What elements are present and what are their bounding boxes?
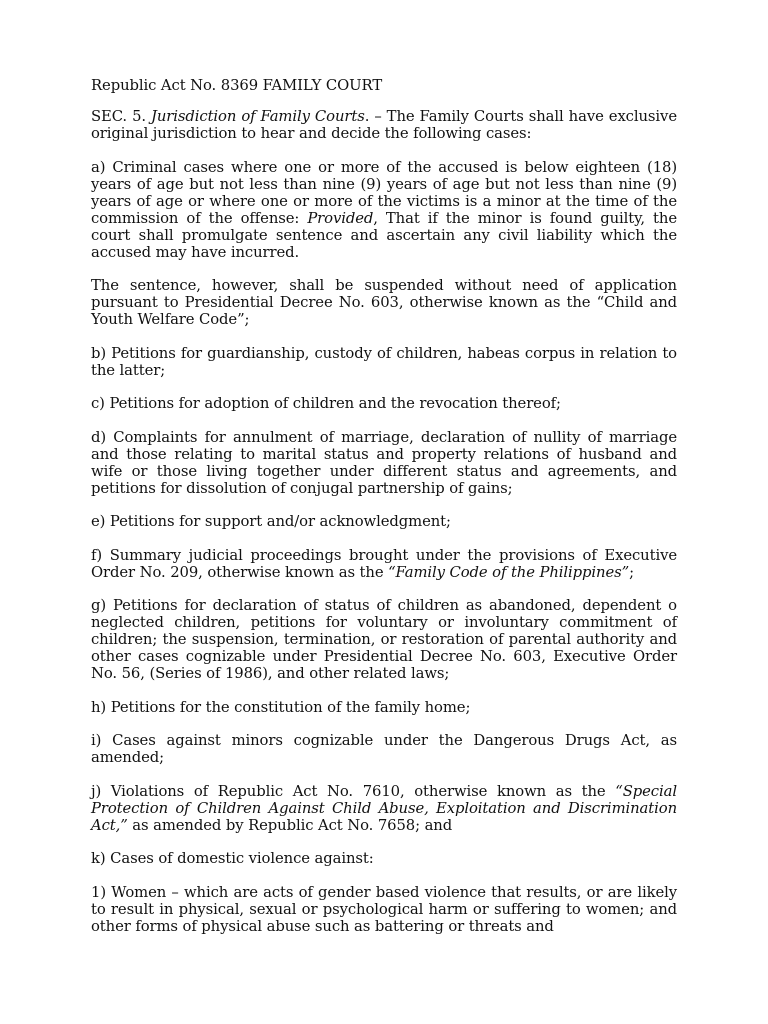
item-f-text-2: ; [629, 563, 634, 581]
item-f-text-1: f) Summary judicial proceedings brought under the provisions of Executive Order No. 209, otherwise known as the [91, 546, 677, 581]
item-j-text-2: as amended by Republic Act No. 7658; and [127, 816, 453, 834]
item-g-paragraph: g) Petitions for declaration of status of children as abandoned, dependent o neglected children, petitions for voluntary or involuntary commitment of children; the suspension, termination, or restoration of parental authority and other cases cognizable under Presidential Decree No. 603, Executive Order No. 56, (Series of 1986), and other related laws; [91, 597, 677, 682]
item-d-paragraph: d) Complaints for annulment of marriage, declaration of nullity of marriage and those relating to marital status and property relations of husband and wife or those living together under different status and agreements, and petitions for dissolution of conjugal partnership of gains; [91, 428, 677, 497]
item-a-text-1: a) Criminal cases where one or more of the accused is below eighteen (18) years of age but not less than nine (9) years of age but not less than nine (9) years of age or where one or more of the victims is a minor at the time of the commission of the offense: [91, 158, 677, 227]
item-j-italic: “Special Protection of Children Against Child Abuse, Exploitation and Discrimination Act,” [91, 782, 677, 834]
item-a-italic: Provided [307, 209, 374, 227]
item-e-paragraph: e) Petitions for support and/or acknowledgment; [91, 513, 451, 530]
item-a-continuation: The sentence, however, shall be suspended without need of application pursuant to Presidential Decree No. 603, otherwise known as the “Child and Youth Welfare Code”; [91, 277, 677, 328]
document-body [91, 77, 677, 951]
item-h-paragraph: h) Petitions for the constitution of the family home; [91, 698, 471, 716]
section-5-paragraph [91, 108, 677, 142]
item-j-text-1: j) Violations of Republic Act No. 7610, otherwise known as the [91, 782, 616, 800]
section-5-prefix: SEC. 5. [91, 108, 152, 125]
section-5-text: . – The Family Courts shall have exclusive original jurisdiction to hear and decide the following cases: [91, 108, 677, 142]
item-f-paragraph [91, 547, 677, 581]
item-a-paragraph [91, 159, 677, 261]
item-a-text-2: , That if the minor is found guilty, the court shall promulgate sentence and ascertain any civil liability which the accused may have incurred. [91, 209, 677, 261]
item-k-paragraph: k) Cases of domestic violence against: [91, 850, 374, 867]
item-i-paragraph: i) Cases against minors cognizable under the Dangerous Drugs Act, as amended; [91, 732, 677, 766]
item-b-paragraph: b) Petitions for guardianship, custody of children, habeas corpus in relation to the latter; [91, 344, 677, 379]
section-5-heading: Jurisdiction of Family Courts [151, 108, 365, 125]
item-j-paragraph [91, 783, 677, 834]
item-k1-paragraph: 1) Women – which are acts of gender based violence that results, or are likely to result in physical, sexual or psychological harm or suffering to women; and other forms of physical abuse such as battering or threats and [91, 883, 677, 935]
item-f-italic: “Family Code of the Philippines” [388, 563, 630, 581]
item-c-paragraph: c) Petitions for adoption of children and the revocation thereof; [91, 395, 561, 412]
document-title: Republic Act No. 8369 FAMILY COURT [91, 77, 383, 94]
